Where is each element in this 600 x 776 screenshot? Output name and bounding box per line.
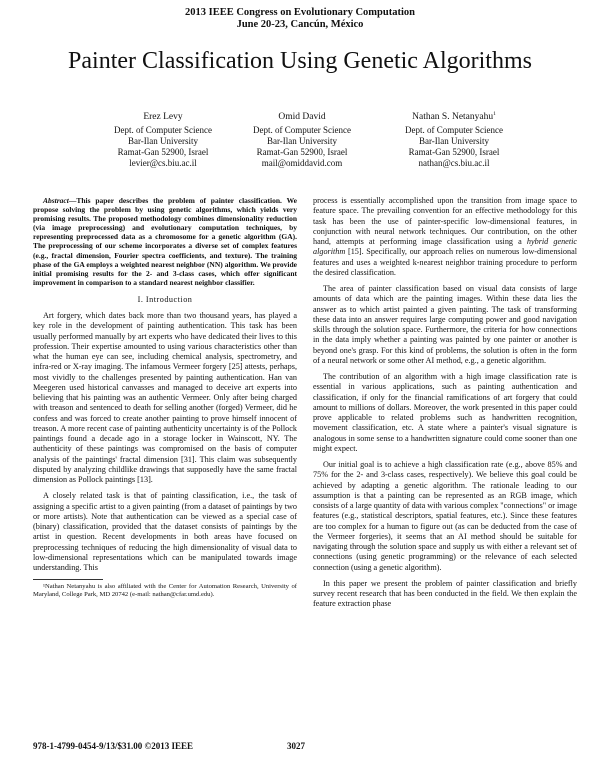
author-univ: Bar-Ilan University — [266, 136, 338, 146]
author-block-3 — [364, 112, 544, 169]
author-email: levier@cs.biu.ac.il — [129, 158, 197, 168]
paragraph-text: [15]. Specifically, our approach relies on numerous low-dimensional features and uses a weighted k-nearest neighbor training procedure to perform the desired classification. — [313, 247, 577, 277]
conference-date-place: June 20-23, Cancún, México — [236, 19, 364, 30]
paragraph-emphasis: hybrid genetic algorithm — [313, 237, 577, 257]
left-column — [33, 196, 297, 605]
paragraph — [313, 196, 577, 278]
author-name: Omid David — [278, 112, 326, 122]
paragraph: Our initial goal is to achieve a high classification rate (e.g., above 85% and 75% for the 2- and 3-class cases, respectively). We believe this goal could be achieved by adapting a genetic algorithm. The rationale leading to our assumption is that a painting can be represented as an RGB image, which consists of a large quantity of data with various complex "connections" or image features (e.g., statistical descriptors, spatial features, etc.). Since these features are too complex for a human to figure out (as can be deducted from the case of the Vermeer forgeries), it seems that an AI method should be suitable for navigating through the solution space and supply us with either a relevant set of connections (using genetic programming) or the relevance of each selected connection (using a genetic algorithm). — [313, 460, 577, 572]
paper-title: Painter Classification Using Genetic Algorithms — [68, 48, 532, 74]
author-footnote-mark: 1 — [493, 110, 496, 117]
author-dept: Dept. of Computer Science — [114, 125, 212, 135]
author-univ: Bar-Ilan University — [127, 136, 199, 146]
paragraph: The contribution of an algorithm with a high image classification rate is essential in various applications, such as painting authentication and classification, if only for the financial ramifications of art forgery that could amount to millions of dollars. Moreover, the work presented in this paper could prove applicable to related problems such as handwritten recognition, movement classification, etc. A state where a painter's visual signature is analogous in some sense to a handwritten signature could come sooner than one might expect. — [313, 372, 577, 453]
author-email: mail@omiddavid.com — [261, 158, 343, 168]
author-city: Ramat-Gan 52900, Israel — [117, 147, 209, 157]
author-name-line — [364, 112, 544, 123]
author-city: Ramat-Gan 52900, Israel — [408, 147, 500, 157]
author-univ: Bar-Ilan University — [418, 136, 490, 146]
author-city: Ramat-Gan 52900, Israel — [256, 147, 348, 157]
author-dept: Dept. of Computer Science — [405, 125, 503, 135]
section-heading-introduction: I. Introduction — [137, 294, 193, 304]
paragraph: A closely related task is that of painting classification, i.e., the task of assigning a specific artist to a given painting (from a dataset of paintings by two or more artists). Note that authentication can be viewed as a special case of (binary) classification, provided that the dataset consists of paintings by the artist in question. Recent developments in both areas have focused on preprocessing techniques of reducing the high dimensionality of visual data to low-dimensional representations which can be manipulated towards image understanding. This — [33, 491, 297, 573]
paragraph-text: process is essentially accomplished upon the transition from image space to feature space. The prevailing convention for an effective methodology for this task has been the use of painter-specific low-dimensional features, in conjunction with neural network techniques. Our contribution, on the other hand, attempts at performing image classification using a — [313, 196, 577, 246]
footnote-rule — [33, 579, 103, 580]
paragraph: In this paper we present the problem of painter classification and briefly survey recent research that has been conducted in the field. We then explain the feature extraction phase — [313, 578, 577, 609]
author-dept: Dept. of Computer Science — [253, 125, 351, 135]
author-email: nathan@cs.biu.ac.il — [418, 158, 490, 168]
abstract-text: —This paper describes the problem of painter classification. We propose solving the problem by using genetic algorithms, which yields very promising results. The proposed methodology combines dimensionality reduction (via image preprocessing) and evolutionary computation techniques, by representing preprocessed data as a chromosome for a genetic algorithm (GA). The preprocessing of our scheme incorporates a diverse set of complex features (e.g., fractal dimension, Fourier spectra coefficients, and texture). The training phase of the GA employs a weighted nearest neighbor (NN) algorithm. We provide initial promising results for the 2- and 3-class cases, which offer significant improvement in comparison to a standard nearest neighbor classifier. — [33, 196, 297, 287]
paragraph: Art forgery, which dates back more than two thousand years, has played a key role in the development of painting authentication. This task has been usually performed manually by art experts who have dedicated their lives to this profession. Their expertise amounted to using various characteristics other than what the human eye can see, including chemical analysis, spectrometry, and infra-red or X-ray imaging. The infamous Vermeer forgery [25] attests, perhaps, most vividly to the challenges presented by painting authentication. Han van Meegeren used historical canvasses and managed to deceive art experts into believing that his painting was an authentic Vermeer. Only after being charged with treason and sentenced to death for selling another (forged) Vermeer, did he confess and was forced to create another painting to prove himself innocent of treason. A more recent case of painting authenticity uncertainty is of the Pollock paintings found a decade ago in a storage locker in Wainscott, NY. The authenticity of these paintings was compromised on the basis of computer analysis of the paintings' fractal dimension [31]. This claim was subsequently disputed by analyzing childlike drawings that supposedly have the same fractal dimension as Pollock paintings [13]. — [33, 311, 297, 485]
footnote: ¹Nathan Netanyahu is also affiliated with the Center for Automation Research, University of Maryland, College Park, MD 20742 (e-mail: nathan@cfar.umd.edu). — [33, 583, 297, 599]
abstract — [33, 196, 297, 287]
isbn-copyright: 978-1-4799-0454-9/13/$31.00 ©2013 IEEE — [33, 741, 193, 751]
right-column — [313, 196, 577, 616]
paragraph: The area of painter classification based on visual data consists of large amounts of data which are the painting images. Within these data lies the answer as to which artist painted a given painting. The task of transforming these data into an answer requires large computing power and good navigation skills through the solution space. Furthermore, the criteria for how connections in the data imply whether a painting was painted by one painter or another is beyond one's grasp. For this kind of problems, the solution is often in the form of a neural network or some other AI method, e.g., a genetic algorithm. — [313, 284, 577, 365]
author-name: Nathan S. Netanyahu — [412, 112, 494, 122]
page-number: 3027 — [287, 741, 305, 751]
author-name: Erez Levy — [143, 112, 183, 122]
abstract-label: Abstract — [43, 196, 69, 205]
conference-name: 2013 IEEE Congress on Evolutionary Computation — [185, 7, 415, 18]
